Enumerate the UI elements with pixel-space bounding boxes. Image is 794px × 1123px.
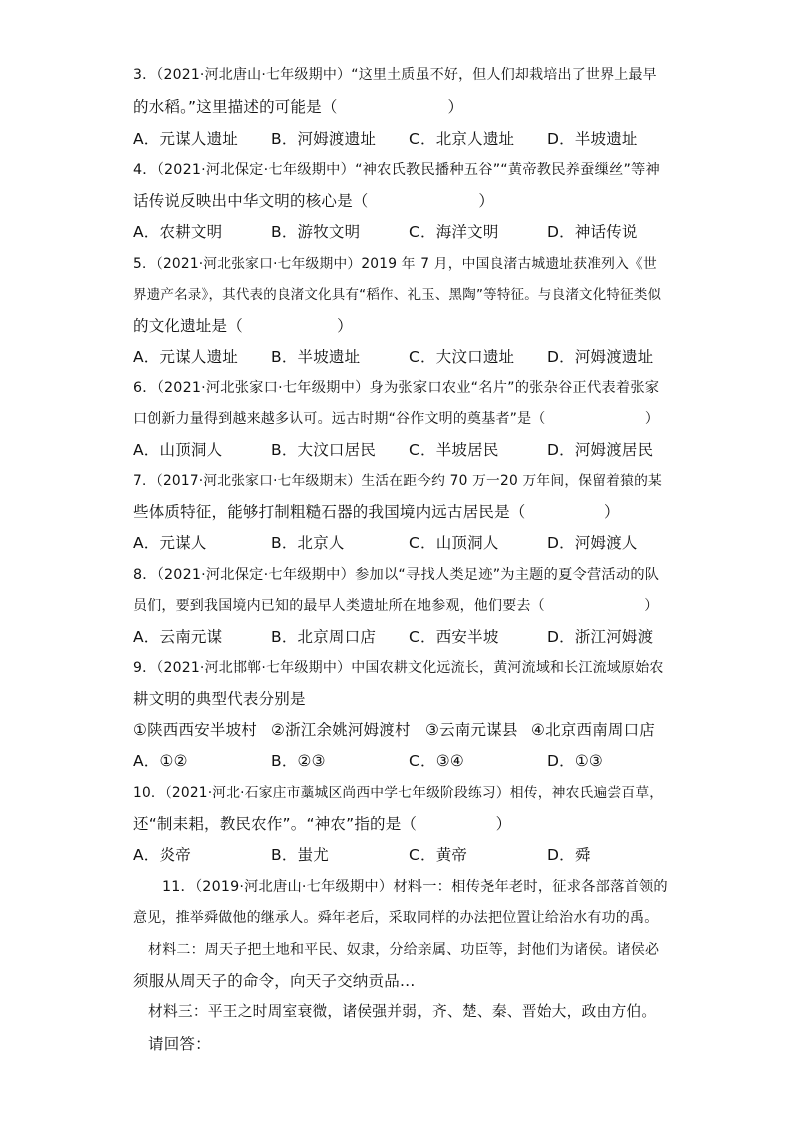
q10-option-b[interactable]: B．蚩尤 (271, 846, 329, 864)
q5-line-2: 界遗产名录》，其代表的良渚文化具有“稻作、礼玉、黑陶”等特征。与良渚文化特征类似 (133, 287, 662, 303)
q7-option-d[interactable]: D．河姆渡人 (547, 534, 638, 552)
q8-option-b[interactable]: B．北京周口店 (271, 628, 377, 646)
q9-item-4: ④北京西南周口店 (531, 721, 655, 739)
q9-option-d[interactable]: D．①③ (547, 752, 604, 770)
q9-option-b[interactable]: B．②③ (271, 752, 326, 770)
q4-option-d[interactable]: D．神话传说 (547, 223, 638, 241)
q4-option-a[interactable]: A．农耕文明 (133, 223, 223, 241)
q11-line-4: 须服从周天子的命令，向天子交纳贡品… (133, 972, 416, 990)
q9-item-3: ③云南元谋县 (425, 721, 518, 739)
q11-line-2: 意见，推举舜做他的继承人。舜年老后，采取同样的办法把位置让给治水有功的禹。 (133, 910, 659, 926)
q11-material-3: 材料三：平王之时周室衰微，诸侯强并弱，齐、楚、秦、晋始大，政由方伯。 (148, 1003, 657, 1020)
q7-option-a[interactable]: A．元谋人 (133, 534, 207, 552)
q5-option-a[interactable]: A．元谋人遗址 (133, 348, 239, 366)
q10-option-a[interactable]: A．炎帝 (133, 846, 191, 864)
q6-option-d[interactable]: D．河姆渡居民 (547, 441, 654, 459)
q7-line-1: 7．（2017·河北张家口·七年级期末）生活在距今约 70 万一20 万年间，保留着猿的某 (133, 473, 662, 489)
q5-line-3: 的文化遗址是（ ） (133, 317, 353, 335)
q4-line-2: 话传说反映出中华文明的核心是（ ） (133, 192, 495, 210)
q8-line-1: 8．（2021·河北保定·七年级期中）参加以“寻找人类足迹”为主题的夏令营活动的队 (133, 567, 660, 583)
q10-line-2: 还“制耒耜，教民农作”。“神农”指的是（ ） (133, 815, 512, 833)
q11-prompt: 请回答： (148, 1035, 211, 1053)
q9-line-2: 耕文明的典型代表分别是 (133, 690, 306, 708)
q7-line-2: 些体质特征，能够打制粗糙石器的我国境内远古居民是（ ） (133, 503, 620, 521)
q7-option-c[interactable]: C．山顶洞人 (409, 534, 499, 552)
q8-option-a[interactable]: A．云南元谋 (133, 628, 223, 646)
q4-option-c[interactable]: C．海洋文明 (409, 223, 499, 241)
q4-line-1: 4．（2021·河北保定·七年级期中）“神农氏教民播种五谷”“黄帝教民养蚕缫丝”等神 (133, 162, 660, 178)
q7-option-b[interactable]: B．北京人 (271, 534, 345, 552)
q10-option-c[interactable]: C．黄帝 (409, 846, 468, 864)
q10-line-1: 10．（2021·河北·石家庄市藁城区尚西中学七年级阶段练习）相传，神农氏遍尝百草， (133, 785, 664, 801)
q9-option-a[interactable]: A．①② (133, 752, 188, 770)
q8-option-d[interactable]: D．浙江河姆渡 (547, 628, 654, 646)
q11-material-2: 材料二：周天子把土地和平民、奴隶，分给亲属、功臣等，封他们为诸侯。诸侯必 (148, 942, 660, 958)
q6-line-2: 口创新力量得到越来越多认可。远古时期“谷作文明的奠基者”是（ ） (133, 411, 660, 427)
q9-line-1: 9．（2021·河北邯郸·七年级期中）中国农耕文化远流长，黄河流域和长江流域原始农 (133, 660, 664, 676)
q3-option-b[interactable]: B．河姆渡遗址 (271, 130, 377, 148)
q5-option-d[interactable]: D．河姆渡遗址 (547, 348, 654, 366)
q11-line-1: 11．（2019·河北唐山·七年级期中）材料一：相传尧年老时，征求各部落首领的 (162, 879, 668, 895)
q5-option-b[interactable]: B．半坡遗址 (271, 348, 361, 366)
q9-item-1: ①陕西西安半坡村 (133, 721, 257, 739)
q3-line-1: 3．（2021·河北唐山·七年级期中）“这里土质虽不好，但人们却栽培出了世界上最早 (133, 67, 657, 83)
q5-option-c[interactable]: C．大汶口遗址 (409, 348, 515, 366)
q6-option-c[interactable]: C．半坡居民 (409, 441, 499, 459)
q9-option-c[interactable]: C．③④ (409, 752, 464, 770)
q5-line-1: 5．（2021·河北张家口·七年级期中）2019 年 7 月，中国良渚古城遗址获准列入《世 (133, 256, 657, 272)
q6-option-b[interactable]: B．大汶口居民 (271, 441, 377, 459)
q6-option-a[interactable]: A．山顶洞人 (133, 441, 223, 459)
q9-item-2: ②浙江余姚河姆渡村 (271, 721, 411, 739)
q10-option-d[interactable]: D．舜 (547, 846, 591, 864)
q8-option-c[interactable]: C．西安半坡 (409, 628, 499, 646)
q4-option-b[interactable]: B．游牧文明 (271, 223, 361, 241)
q3-option-a[interactable]: A．元谋人遗址 (133, 130, 239, 148)
q3-option-c[interactable]: C．北京人遗址 (409, 130, 515, 148)
q8-line-2: 员们，要到我国境内已知的最早人类遗址所在地参观，他们要去（ ） (133, 598, 659, 614)
q6-line-1: 6．（2021·河北张家口·七年级期中）身为张家口农业“名片”的张杂谷正代表着张家 (133, 380, 660, 396)
q3-line-2: 的水稻。”这里描述的可能是（ ） (133, 98, 464, 116)
q3-option-d[interactable]: D．半坡遗址 (547, 130, 638, 148)
